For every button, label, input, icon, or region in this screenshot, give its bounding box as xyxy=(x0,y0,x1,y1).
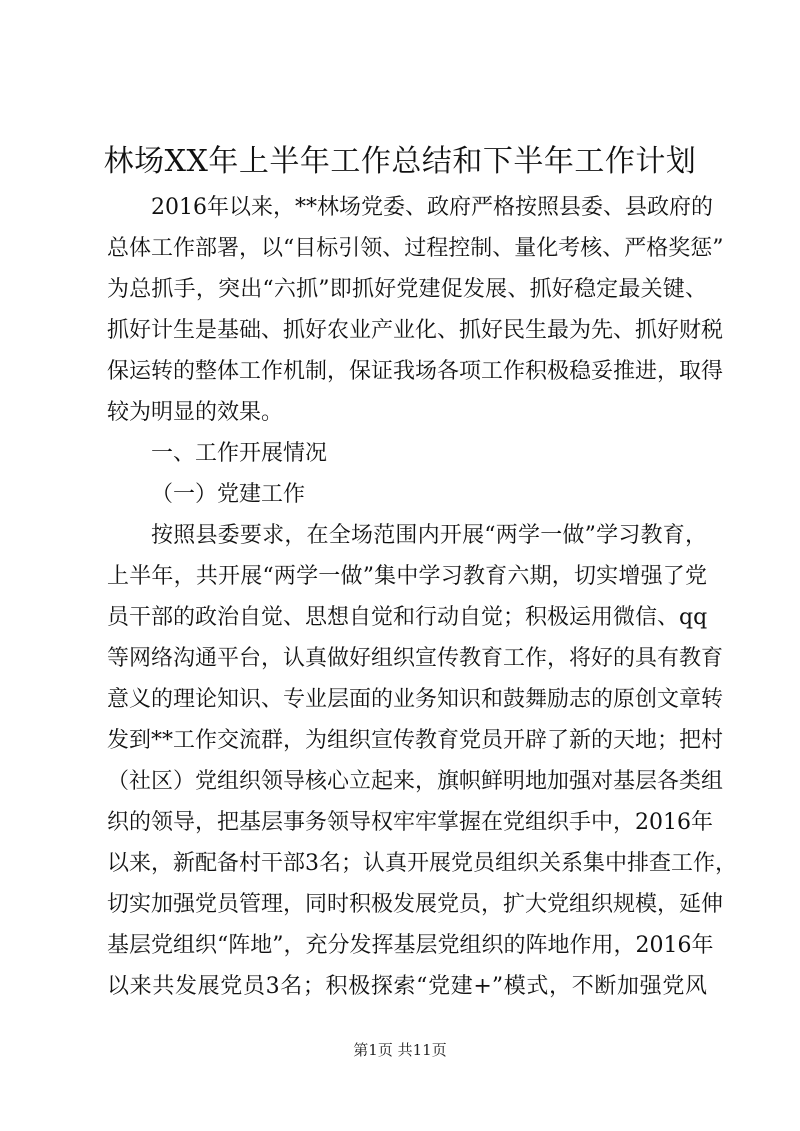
paragraph-line: 织的领导，把基层事务领导权牢牢掌握在党组织手中，2016年 xyxy=(107,810,713,835)
subsection-heading: （一）党建工作 xyxy=(151,482,306,507)
paragraph-line: 上半年，共开展“两学一做”集中学习教育六期，切实增强了党 xyxy=(107,564,707,589)
paragraph-line: 抓好计生是基础、抓好农业产业化、抓好民生最为先、抓好财税 xyxy=(107,318,724,343)
paragraph-line: （社区）党组织领导核心立起来，旗帜鲜明地加强对基层各类组 xyxy=(107,769,724,794)
paragraph-line: 员干部的政治自觉、思想自觉和行动自觉；积极运用微信、qq xyxy=(107,605,708,630)
page-number-footer: 第1页 共11页 xyxy=(353,1041,447,1059)
paragraph-line: 等网络沟通平台，认真做好组织宣传教育工作，将好的具有教育 xyxy=(107,646,724,671)
paragraph-line: 2016年以来，**林场党委、政府严格按照县委、县政府的 xyxy=(151,195,713,220)
document-body xyxy=(107,187,737,1007)
paragraph-line: 以来，新配备村干部3名；认真开展党员组织关系集中排查工作， xyxy=(107,851,737,876)
paragraph-line: 保运转的整体工作机制，保证我场各项工作积极稳妥推进，取得 xyxy=(107,359,724,384)
paragraph-line: 总体工作部署，以“目标引领、过程控制、量化考核、严格奖惩” xyxy=(107,236,724,261)
paragraph-line: 发到**工作交流群，为组织宣传教育党员开辟了新的天地；把村 xyxy=(107,728,724,753)
paragraph-line: 较为明显的效果。 xyxy=(107,400,284,425)
paragraph-line: 切实加强党员管理，同时积极发展党员，扩大党组织规模，延伸 xyxy=(107,892,724,917)
paragraph-line: 为总抓手，突出“六抓”即抓好党建促发展、抓好稳定最关键、 xyxy=(107,277,707,302)
document-title: 林场XX年上半年工作总结和下半年工作计划 xyxy=(103,144,697,179)
paragraph-line: 意义的理论知识、专业层面的业务知识和鼓舞励志的原创文章转 xyxy=(107,687,724,712)
paragraph-line: 以来共发展党员3名；积极探索“党建+”模式，不断加强党风 xyxy=(107,974,707,999)
section-heading: 一、工作开展情况 xyxy=(151,441,328,466)
paragraph-line: 基层党组织“阵地”，充分发挥基层党组织的阵地作用，2016年 xyxy=(107,933,714,958)
paragraph-line: 按照县委要求，在全场范围内开展“两学一做”学习教育， xyxy=(151,523,707,548)
